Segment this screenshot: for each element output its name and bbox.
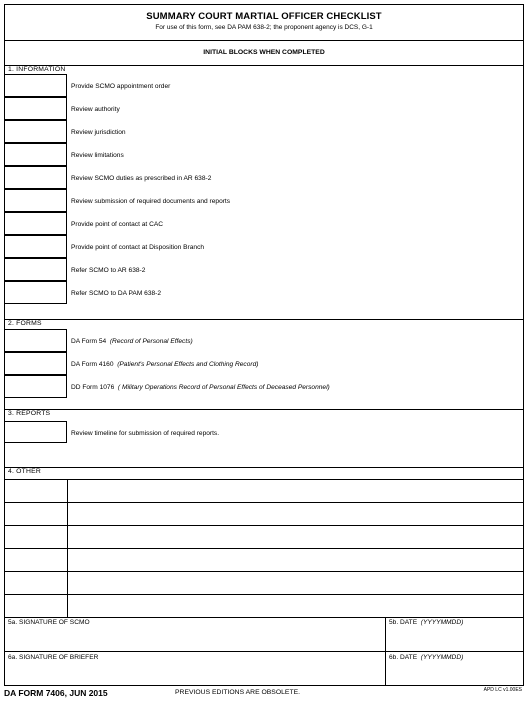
checklist-item-label: Provide point of contact at Disposition Branch (71, 244, 205, 251)
signature-scmo-row (5, 617, 523, 652)
initials-box[interactable] (5, 258, 67, 281)
checklist-item-label: Provide point of contact at CAC (71, 221, 163, 228)
section-information (5, 65, 523, 320)
form-header (5, 5, 523, 41)
signature-briefer-row (5, 652, 523, 685)
other-row[interactable] (5, 525, 523, 548)
section-forms (5, 319, 523, 410)
form-subtitle: For use of this form, see DA PAM 638-2; the proponent agency is DCS, G-1 (155, 24, 373, 31)
signature-briefer-date-label (389, 654, 463, 661)
form-identifier: DA FORM 7406, JUN 2015 (4, 688, 108, 698)
form-number: DA Form 4160 (71, 361, 114, 368)
initials-box[interactable] (5, 421, 67, 443)
section-reports-label: 3. REPORTS (8, 410, 51, 417)
section-reports (5, 409, 523, 468)
initials-box[interactable] (5, 329, 67, 352)
section-other-label: 4. OTHER (8, 468, 41, 475)
initials-box[interactable] (5, 97, 67, 120)
checklist-item-label: Review timeline for submission of required reports. (71, 430, 220, 437)
date-format: (YYYYMMDD) (420, 619, 464, 626)
other-row[interactable] (5, 479, 523, 502)
checklist-item-label (71, 361, 258, 368)
other-row[interactable] (5, 502, 523, 525)
date-label: 6b. DATE (389, 654, 418, 661)
date-format: (YYYYMMDD) (420, 654, 464, 661)
checklist-item-label: Provide SCMO appointment order (71, 83, 171, 90)
initials-box[interactable] (5, 74, 67, 97)
other-row[interactable] (5, 594, 523, 617)
initials-box[interactable] (5, 166, 67, 189)
initials-box[interactable] (5, 235, 67, 258)
form-number: DD Form 1076 (71, 384, 115, 391)
initials-box[interactable] (5, 352, 67, 375)
section-information-label: 1. INFORMATION (8, 66, 66, 73)
initials-box[interactable] (5, 212, 67, 235)
checklist-item-label: Review authority (71, 106, 120, 113)
other-row[interactable] (5, 548, 523, 571)
initials-box[interactable] (5, 281, 67, 304)
checklist-item-label: Review limitations (71, 152, 124, 159)
checklist-item-label: Review jurisdiction (71, 129, 126, 136)
form-title: SUMMARY COURT MARTIAL OFFICER CHECKLIST (146, 11, 382, 22)
checklist-item-label: Refer SCMO to DA PAM 638-2 (71, 290, 162, 297)
section-forms-label: 2. FORMS (8, 320, 42, 327)
form-description: ( Military Operations Record of Personal Effects of Deceased Personnel) (117, 384, 330, 391)
signature-briefer-label: 6a. SIGNATURE OF BRIEFER (8, 654, 99, 661)
form-number: DA Form 54 (71, 338, 107, 345)
section-other (5, 467, 523, 618)
other-row[interactable] (5, 571, 523, 594)
form-description: (Patient's Personal Effects and Clothing Record) (117, 361, 259, 368)
form-description: (Record of Personal Effects) (109, 338, 193, 345)
initials-box[interactable] (5, 143, 67, 166)
checklist-item-label (71, 338, 193, 345)
signature-scmo-date-label (389, 619, 463, 626)
version-label: APD LC v1.00ES (483, 687, 522, 693)
signature-scmo-label: 5a. SIGNATURE OF SCMO (8, 619, 90, 626)
date-label: 5b. DATE (389, 619, 418, 626)
previous-editions-note: PREVIOUS EDITIONS ARE OBSOLETE. (175, 689, 301, 696)
checklist-item-label: Review SCMO duties as prescribed in AR 638-2 (71, 175, 212, 182)
checklist-item-label: Review submission of required documents and reports (71, 198, 231, 205)
checklist-item-label: Refer SCMO to AR 638-2 (71, 267, 146, 274)
initials-box[interactable] (5, 189, 67, 212)
checklist-form (4, 4, 524, 686)
initials-box[interactable] (5, 120, 67, 143)
instruction-banner: INITIAL BLOCKS WHEN COMPLETED (5, 40, 523, 66)
checklist-item-label (71, 384, 330, 391)
initials-box[interactable] (5, 375, 67, 398)
